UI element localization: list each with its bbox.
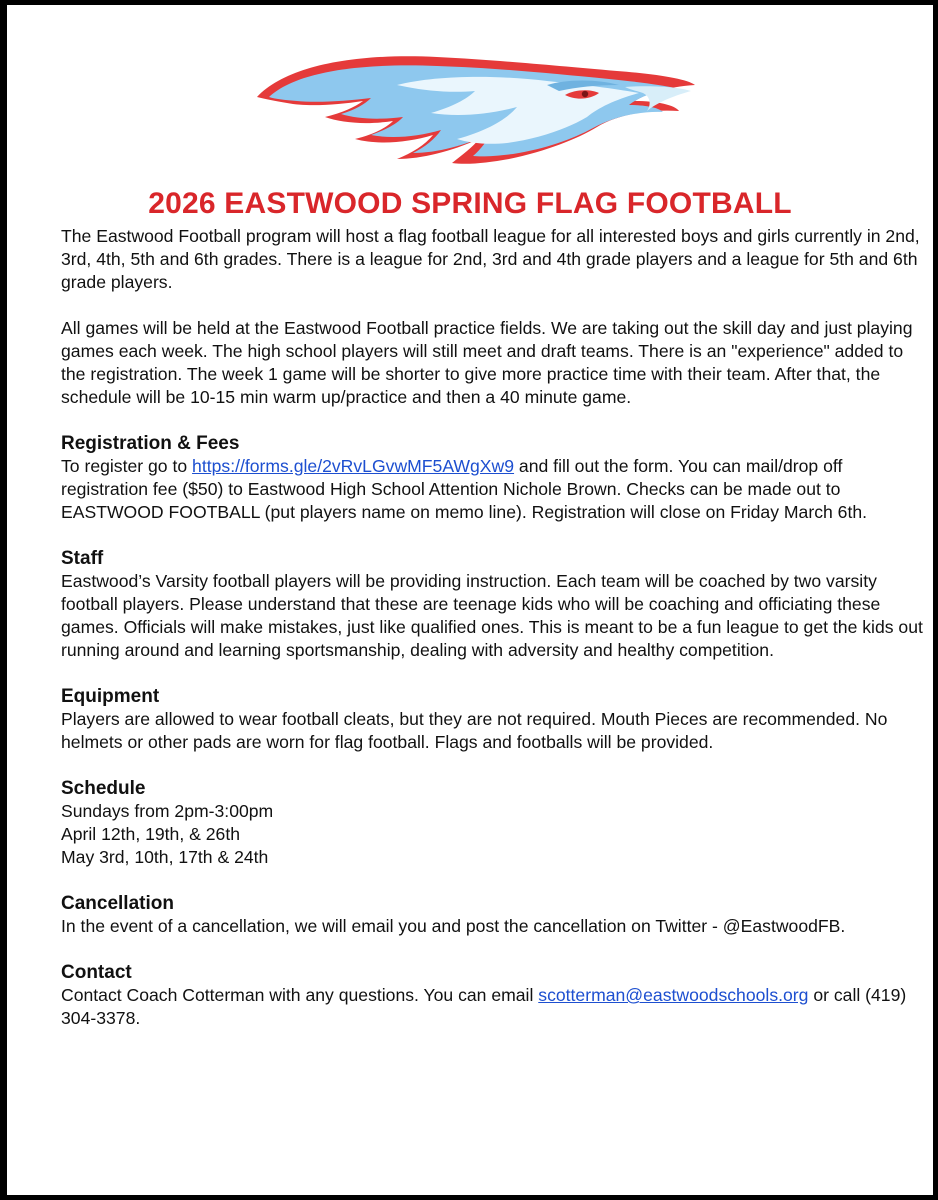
equipment-section (61, 685, 931, 754)
registration-heading: Registration & Fees (61, 433, 240, 454)
flyer-content (61, 225, 931, 1053)
cancellation-text: In the event of a cancellation, we will email you and post the cancellation on Twitter - @EastwoodFB. (61, 916, 846, 936)
contact-text-after: or call (419) 304-3378. (61, 985, 907, 1028)
games-paragraph: All games will be held at the Eastwood Football practice fields. We are taking out the skill day and just playing games each week. The high school players will still meet and draft teams. There is an "experience" added to the registration. The week 1 game will be shorter to give more practice time with their team. After that, the schedule will be 10-15 min warm up/practice and then a 40 minute game. (61, 318, 913, 407)
eagle-logo-icon (247, 35, 697, 175)
contact-text (61, 984, 931, 1030)
schedule-line: May 3rd, 10th, 17th & 24th (61, 847, 269, 867)
intro-paragraph: The Eastwood Football program will host a flag football league for all interested boys and girls currently in 2nd, 3rd, 4th, 5th and 6th grades. There is a league for 2nd, 3rd and 4th grade players and a league for 5th and 6th grade players. (61, 226, 920, 292)
registration-text (61, 455, 931, 524)
contact-text-before: Contact Coach Cotterman with any questions. You can email (61, 985, 539, 1005)
schedule-line: Sundays from 2pm-3:00pm (61, 801, 274, 821)
staff-section (61, 547, 931, 662)
staff-text: Eastwood’s Varsity football players will be providing instruction. Each team will be coached by two varsity football players. Please understand that these are teenage kids who will be coaching and officiating these games. Officials will make mistakes, just like qualified ones. This is meant to be a fun league to get the kids out running around and learning sportsmanship, dealing with adversity and healthy competition. (61, 571, 923, 660)
cancellation-section (61, 892, 931, 938)
contact-heading: Contact (61, 962, 132, 983)
registration-form-link[interactable]: https://forms.gle/2vRvLGvwMF5AWgXw9 (192, 456, 515, 476)
page-title: 2026 EASTWOOD SPRING FLAG FOOTBALL (148, 187, 792, 220)
contact-email-link[interactable]: scotterman@eastwoodschools.org (538, 985, 809, 1005)
schedule-section (61, 777, 931, 869)
registration-section (61, 432, 931, 524)
schedule-heading: Schedule (61, 778, 146, 799)
equipment-heading: Equipment (61, 686, 160, 707)
registration-text-after: and fill out the form. You can mail/drop off registration fee ($50) to Eastwood High School Attention Nichole Brown. Checks can be made out to EASTWOOD FOOTBALL (put players name on memo line). Registration will close on Friday March 6th. (61, 456, 868, 522)
equipment-text: Players are allowed to wear football cleats, but they are not required. Mouth Pieces are recommended. No helmets or other pads are worn for flag football. Flags and footballs will be provided. (61, 709, 888, 752)
registration-text-before: To register go to (61, 456, 193, 476)
schedule-line: April 12th, 19th, & 26th (61, 824, 240, 844)
cancellation-heading: Cancellation (61, 893, 174, 914)
staff-heading: Staff (61, 548, 104, 569)
contact-section (61, 961, 931, 1030)
flyer-page (7, 5, 933, 1195)
